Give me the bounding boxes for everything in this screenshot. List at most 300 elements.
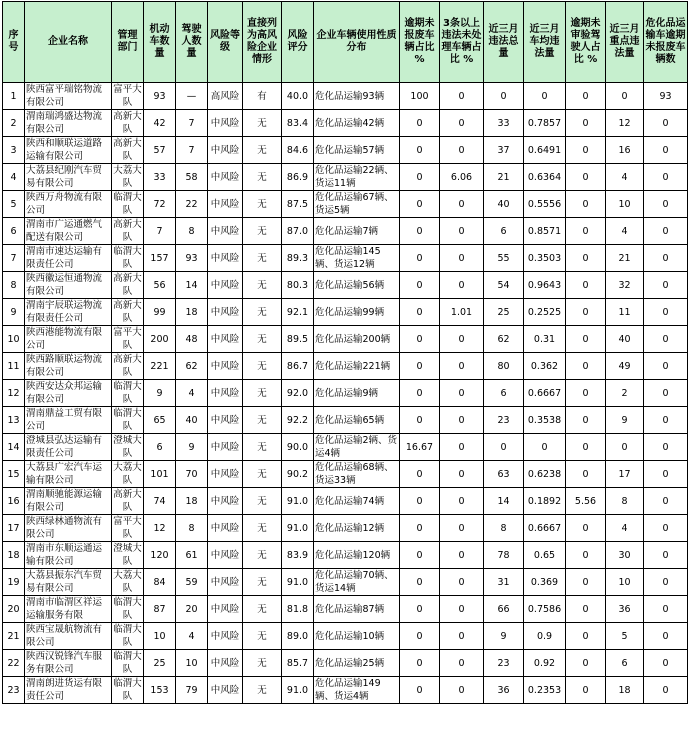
table-cell: 58	[176, 164, 208, 191]
table-cell: 危化品运输42辆	[314, 110, 400, 137]
table-cell: 临渭大队	[113, 381, 142, 405]
table-cell: 0	[440, 515, 484, 542]
table-cell: 5	[606, 623, 644, 650]
table-cell: 11	[606, 299, 644, 326]
table-cell: 0	[484, 83, 524, 110]
table-cell: 65	[144, 407, 176, 434]
table-cell: 澄城大队	[113, 435, 142, 459]
table-cell: 0	[440, 434, 484, 461]
table-cell: 危化品运输2辆、货运4辆	[314, 434, 400, 461]
table-cell: 40	[176, 407, 208, 434]
table-cell: 0	[400, 596, 440, 623]
table-cell: 0	[644, 434, 688, 461]
table-cell: 0.7857	[524, 110, 566, 137]
table-cell: 高新大队	[113, 138, 142, 162]
table-cell: 0	[566, 596, 606, 623]
table-cell: 8	[606, 488, 644, 515]
table-cell: 42	[144, 110, 176, 137]
table-cell: 中风险	[208, 299, 243, 326]
table-cell: 危化品运输57辆	[314, 137, 400, 164]
column-header: 驾驶人数量	[176, 2, 208, 83]
table-cell: 陕西安达众邦运输有限公司	[25, 380, 112, 407]
table-cell: 0	[566, 191, 606, 218]
table-cell: 6	[484, 380, 524, 407]
table-body	[3, 83, 688, 704]
table-cell: 中风险	[208, 164, 243, 191]
table-cell: 89.3	[282, 245, 314, 272]
table-cell: 66	[484, 596, 524, 623]
table-cell: 0.3538	[524, 407, 566, 434]
table-cell: 7	[176, 110, 208, 137]
table-cell: 40.0	[282, 83, 314, 110]
table-cell: 危化品运输56辆	[314, 272, 400, 299]
table-cell: 0	[566, 353, 606, 380]
table-cell: 临渭大队	[113, 651, 142, 675]
table-cell: 55	[484, 245, 524, 272]
table-cell: 危化品运输149辆、货运4辆	[314, 677, 400, 704]
table-cell: 1	[3, 83, 25, 110]
table-cell: 101	[144, 461, 176, 488]
table-cell: 0	[644, 488, 688, 515]
table-cell: 渭南瑞鸿盛达物流有限公司	[25, 110, 112, 137]
table-cell: 中风险	[208, 353, 243, 380]
table-cell: 0	[400, 569, 440, 596]
table-cell: 无	[243, 326, 282, 353]
table-cell: 0	[566, 137, 606, 164]
table-cell: 78	[484, 542, 524, 569]
table-cell: 大荔大队	[113, 165, 142, 189]
table-cell: 危化品运输200辆	[314, 326, 400, 353]
column-header: 逾期未报废车辆占比 %	[400, 2, 440, 83]
table-cell: 37	[484, 137, 524, 164]
table-cell: 0	[566, 110, 606, 137]
table-row	[3, 299, 688, 326]
table-cell: 0	[524, 83, 566, 110]
column-header: 3条以上违法未处理车辆占比 %	[440, 2, 484, 83]
table-cell: 0	[440, 272, 484, 299]
table-cell: 0	[644, 677, 688, 704]
table-cell: 危化品运输10辆	[314, 623, 400, 650]
table-cell: 0.65	[524, 542, 566, 569]
table-cell: 0	[566, 83, 606, 110]
table-cell: 0	[440, 569, 484, 596]
table-cell: 63	[484, 461, 524, 488]
table-cell: 31	[484, 569, 524, 596]
table-cell: 无	[243, 434, 282, 461]
table-cell: 10	[606, 569, 644, 596]
table-cell: 0	[440, 407, 484, 434]
table-cell: 84.6	[282, 137, 314, 164]
table-cell: 1.01	[440, 299, 484, 326]
table-cell: 7	[3, 245, 25, 272]
table-cell: 61	[176, 542, 208, 569]
table-cell: 23	[484, 650, 524, 677]
table-cell: 36	[606, 596, 644, 623]
table-cell: 0	[400, 218, 440, 245]
table-cell: 危化品运输68辆、货运33辆	[314, 461, 400, 488]
table-cell: 0	[644, 245, 688, 272]
table-cell: 0	[400, 515, 440, 542]
table-cell: 2	[3, 110, 25, 137]
table-row	[3, 164, 688, 191]
table-cell: 0	[644, 299, 688, 326]
table-row	[3, 623, 688, 650]
table-cell: 25	[484, 299, 524, 326]
table-cell: 0	[566, 380, 606, 407]
table-cell: 0	[440, 650, 484, 677]
table-cell: 中风险	[208, 569, 243, 596]
table-cell: 危化品运输93辆	[314, 83, 400, 110]
table-cell: 0.31	[524, 326, 566, 353]
table-cell: 危化品运输7辆	[314, 218, 400, 245]
table-cell: 6	[144, 434, 176, 461]
table-cell: 大荔大队	[113, 462, 142, 486]
column-header: 风险等级	[208, 2, 243, 83]
table-cell: 陕西和顺联运道路运输有限公司	[25, 137, 112, 164]
table-cell: 92.0	[282, 380, 314, 407]
table-cell: 0	[400, 326, 440, 353]
table-cell: 危化品运输120辆	[314, 542, 400, 569]
table-cell: 中风险	[208, 515, 243, 542]
column-header: 序号	[3, 2, 25, 83]
table-cell: 8	[3, 272, 25, 299]
table-cell: 92.1	[282, 299, 314, 326]
table-cell: 0	[400, 245, 440, 272]
table-row	[3, 272, 688, 299]
table-cell: 0	[400, 380, 440, 407]
table-cell: 中风险	[208, 542, 243, 569]
table-cell: 36	[484, 677, 524, 704]
table-cell: 8	[176, 515, 208, 542]
table-cell: 5.56	[566, 488, 606, 515]
table-cell: 90.0	[282, 434, 314, 461]
table-cell: 临渭大队	[113, 192, 142, 216]
table-cell: 富平大队	[113, 327, 142, 351]
table-cell: 0	[440, 137, 484, 164]
table-cell: 0.6238	[524, 461, 566, 488]
table-cell: 0.6667	[524, 515, 566, 542]
column-header: 直接列为高风险企业情形	[243, 2, 282, 83]
table-cell: 8	[176, 218, 208, 245]
table-row	[3, 650, 688, 677]
table-cell: 21	[3, 623, 25, 650]
table-cell: 0.5556	[524, 191, 566, 218]
table-cell: 渭南市临渭区祥运运输服务有限	[25, 596, 112, 623]
table-cell: 危化品运输87辆	[314, 596, 400, 623]
table-cell: 中风险	[208, 434, 243, 461]
table-cell: 12	[3, 380, 25, 407]
table-header	[3, 2, 688, 83]
table-cell: 80.3	[282, 272, 314, 299]
table-cell: 临渭大队	[113, 246, 142, 270]
table-cell: 无	[243, 191, 282, 218]
table-cell: 危化品运输22辆、货运11辆	[314, 164, 400, 191]
table-cell: 0.6667	[524, 380, 566, 407]
table-cell: 中风险	[208, 380, 243, 407]
table-cell: 8	[484, 515, 524, 542]
table-cell: 0.6491	[524, 137, 566, 164]
table-cell: 0	[644, 164, 688, 191]
table-cell: 0	[644, 542, 688, 569]
column-header: 企业车辆使用性质分布	[314, 2, 400, 83]
table-cell: 危化品运输221辆	[314, 353, 400, 380]
table-cell: 62	[176, 353, 208, 380]
table-cell: 0.2525	[524, 299, 566, 326]
table-cell: 221	[144, 353, 176, 380]
table-cell: 渭南市东顺运通运输有限公司	[25, 542, 112, 569]
table-cell: 0.1892	[524, 488, 566, 515]
table-cell: 渭南市速达运输有限责任公司	[25, 245, 112, 272]
table-cell: 0	[566, 569, 606, 596]
table-cell: 危化品运输74辆	[314, 488, 400, 515]
table-cell: 0	[566, 461, 606, 488]
table-cell: 17	[3, 515, 25, 542]
table-cell: 9	[144, 380, 176, 407]
table-cell: 危化品运输145辆、货运12辆	[314, 245, 400, 272]
table-cell: 0	[566, 164, 606, 191]
table-cell: 11	[3, 353, 25, 380]
table-row	[3, 542, 688, 569]
table-cell: 0	[400, 272, 440, 299]
table-cell: 中风险	[208, 191, 243, 218]
table-cell: 87	[144, 596, 176, 623]
table-cell: 91.0	[282, 515, 314, 542]
table-cell: 7	[144, 218, 176, 245]
table-cell: 59	[176, 569, 208, 596]
table-cell: 9	[176, 434, 208, 461]
table-cell: 0	[566, 542, 606, 569]
table-cell: 0	[400, 623, 440, 650]
table-cell: 无	[243, 110, 282, 137]
table-cell: 4	[3, 164, 25, 191]
table-cell: 0	[606, 434, 644, 461]
table-cell: 0.369	[524, 569, 566, 596]
table-cell: 30	[606, 542, 644, 569]
table-row	[3, 83, 688, 110]
table-cell: 70	[176, 461, 208, 488]
table-cell: 87.0	[282, 218, 314, 245]
column-header: 逾期未审验驾驶人占比 %	[566, 2, 606, 83]
column-header: 风险评分	[282, 2, 314, 83]
table-row	[3, 596, 688, 623]
table-cell: 大荔县纪刚汽车贸易有限公司	[25, 164, 112, 191]
table-cell: 0	[566, 299, 606, 326]
table-cell: 中风险	[208, 110, 243, 137]
table-cell: 89.5	[282, 326, 314, 353]
table-cell: 0	[440, 218, 484, 245]
table-cell: 91.0	[282, 677, 314, 704]
table-cell: 临渭大队	[113, 624, 142, 648]
column-header: 管理部门	[112, 2, 144, 83]
table-cell: 16	[3, 488, 25, 515]
table-cell: —	[176, 83, 208, 110]
table-row	[3, 218, 688, 245]
table-cell: 18	[606, 677, 644, 704]
table-cell: 0	[566, 245, 606, 272]
column-header: 近三月重点违法量	[606, 2, 644, 83]
table-cell: 0	[400, 137, 440, 164]
table-cell: 无	[243, 353, 282, 380]
table-cell: 5	[3, 191, 25, 218]
enterprise-risk-table	[2, 1, 688, 704]
table-cell: 中风险	[208, 488, 243, 515]
table-cell: 91.0	[282, 488, 314, 515]
table-cell: 陕西富平瑞铭物流有限公司	[25, 83, 112, 110]
table-cell: 0	[644, 461, 688, 488]
table-cell: 200	[144, 326, 176, 353]
table-cell: 0	[400, 299, 440, 326]
table-cell: 危化品运输12辆	[314, 515, 400, 542]
table-cell: 16	[606, 137, 644, 164]
table-cell: 0	[644, 569, 688, 596]
table-cell: 74	[144, 488, 176, 515]
table-cell: 渭南宇辰联运物流有限责任公司	[25, 299, 112, 326]
table-cell: 无	[243, 380, 282, 407]
table-cell: 0	[644, 272, 688, 299]
table-cell: 0	[566, 218, 606, 245]
table-cell: 4	[606, 164, 644, 191]
table-cell: 0	[440, 623, 484, 650]
table-row	[3, 488, 688, 515]
table-cell: 83.9	[282, 542, 314, 569]
table-cell: 2	[606, 380, 644, 407]
table-cell: 0.2353	[524, 677, 566, 704]
table-cell: 33	[484, 110, 524, 137]
table-cell: 90.2	[282, 461, 314, 488]
table-cell: 0	[606, 83, 644, 110]
table-cell: 21	[484, 164, 524, 191]
table-cell: 9	[3, 299, 25, 326]
table-cell: 18	[176, 299, 208, 326]
table-cell: 大荔县振东汽车贸易有限公司	[25, 569, 112, 596]
table-cell: 无	[243, 299, 282, 326]
table-cell: 临渭大队	[113, 597, 142, 621]
table-cell: 10	[176, 650, 208, 677]
table-cell: 19	[3, 569, 25, 596]
table-cell: 0	[644, 191, 688, 218]
table-cell: 陕西万舟物流有限公司	[25, 191, 112, 218]
table-cell: 中风险	[208, 677, 243, 704]
table-cell: 23	[3, 677, 25, 704]
table-cell: 无	[243, 137, 282, 164]
table-cell: 0	[440, 191, 484, 218]
table-cell: 18	[176, 488, 208, 515]
table-cell: 0	[440, 596, 484, 623]
table-cell: 0	[566, 434, 606, 461]
table-cell: 0	[400, 164, 440, 191]
table-cell: 0.3503	[524, 245, 566, 272]
table-cell: 100	[400, 83, 440, 110]
table-cell: 0	[644, 380, 688, 407]
table-cell: 中风险	[208, 596, 243, 623]
table-row	[3, 245, 688, 272]
table-cell: 0	[440, 326, 484, 353]
table-cell: 12	[606, 110, 644, 137]
table-cell: 9	[606, 407, 644, 434]
table-cell: 0	[644, 326, 688, 353]
table-cell: 86.9	[282, 164, 314, 191]
table-cell: 0	[400, 110, 440, 137]
table-cell: 0.92	[524, 650, 566, 677]
table-cell: 渭南市广运通燃气配送有限公司	[25, 218, 112, 245]
table-cell: 81.8	[282, 596, 314, 623]
table-cell: 32	[606, 272, 644, 299]
table-cell: 中风险	[208, 218, 243, 245]
table-cell: 0	[440, 488, 484, 515]
table-row	[3, 434, 688, 461]
table-cell: 危化品运输70辆、货运14辆	[314, 569, 400, 596]
table-cell: 85.7	[282, 650, 314, 677]
table-cell: 0	[440, 245, 484, 272]
table-cell: 中风险	[208, 326, 243, 353]
table-cell: 0	[644, 110, 688, 137]
table-cell: 0	[644, 596, 688, 623]
table-cell: 0	[400, 677, 440, 704]
table-cell: 0	[400, 407, 440, 434]
table-cell: 4	[176, 380, 208, 407]
table-cell: 有	[243, 83, 282, 110]
table-cell: 40	[606, 326, 644, 353]
table-cell: 澄城县弘达运输有限责任公司	[25, 434, 112, 461]
table-cell: 86.7	[282, 353, 314, 380]
table-cell: 6	[606, 650, 644, 677]
table-cell: 陕西路顺联运物流有限公司	[25, 353, 112, 380]
table-cell: 0	[400, 461, 440, 488]
table-cell: 0	[566, 650, 606, 677]
table-cell: 14	[484, 488, 524, 515]
table-cell: 中风险	[208, 245, 243, 272]
table-cell: 6	[484, 218, 524, 245]
table-cell: 23	[484, 407, 524, 434]
table-cell: 0	[440, 110, 484, 137]
table-cell: 0	[400, 191, 440, 218]
column-header: 近三月车均违法量	[524, 2, 566, 83]
table-cell: 0	[566, 515, 606, 542]
table-cell: 0	[440, 83, 484, 110]
table-cell: 40	[484, 191, 524, 218]
table-cell: 0	[400, 650, 440, 677]
table-cell: 0	[440, 542, 484, 569]
table-cell: 80	[484, 353, 524, 380]
table-cell: 17	[606, 461, 644, 488]
table-cell: 陕西绿林通物流有限公司	[25, 515, 112, 542]
table-cell: 10	[3, 326, 25, 353]
table-row	[3, 677, 688, 704]
table-cell: 陕西宝晟航物流有限公司	[25, 623, 112, 650]
table-cell: 0.7586	[524, 596, 566, 623]
table-cell: 16.67	[400, 434, 440, 461]
table-cell: 0	[644, 137, 688, 164]
column-header: 机动车数量	[144, 2, 176, 83]
table-cell: 0	[440, 353, 484, 380]
table-cell: 高新大队	[113, 300, 142, 324]
table-cell: 83.4	[282, 110, 314, 137]
table-cell: 0	[566, 623, 606, 650]
table-cell: 中风险	[208, 623, 243, 650]
table-cell: 3	[3, 137, 25, 164]
table-cell: 4	[606, 218, 644, 245]
table-cell: 93	[176, 245, 208, 272]
table-cell: 富平大队	[113, 516, 142, 540]
table-cell: 陕西汉锐锋汽车服务有限公司	[25, 650, 112, 677]
table-cell: 临渭大队	[113, 408, 142, 432]
table-cell: 0.362	[524, 353, 566, 380]
table-row	[3, 515, 688, 542]
table-cell: 49	[606, 353, 644, 380]
table-row	[3, 569, 688, 596]
table-cell: 无	[243, 245, 282, 272]
column-header: 近三月违法总量	[484, 2, 524, 83]
